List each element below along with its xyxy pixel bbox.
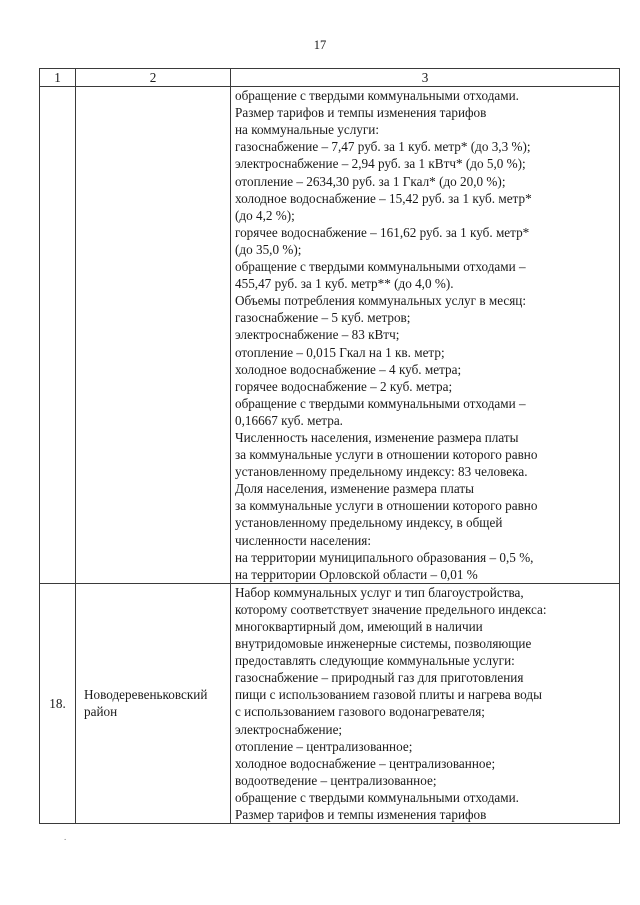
text-line: на территории муниципального образования – 0,5 %, xyxy=(235,549,534,565)
text-line: пищи с использованием газовой плиты и нагрева воды xyxy=(235,687,542,703)
text-line: газоснабжение – 5 куб. метров; xyxy=(235,310,411,326)
text-line: Размер тарифов и темпы изменения тарифов xyxy=(235,807,487,823)
text-line: обращение с твердыми коммунальными отходами – xyxy=(235,395,526,411)
text-line: горячее водоснабжение – 2 куб. метра; xyxy=(235,378,453,394)
row-number-cell xyxy=(40,87,76,584)
description-cell xyxy=(231,583,620,823)
district-name-line: Новодеревеньковский xyxy=(84,687,208,703)
text-line: электроснабжение; xyxy=(235,721,343,737)
text-line: внутридомовые инженерные системы, позволяющие xyxy=(235,636,532,652)
text-line: электроснабжение – 2,94 руб. за 1 кВтч* (до 5,0 %); xyxy=(235,156,526,172)
text-line: водоотведение – централизованное; xyxy=(235,772,437,788)
text-line: холодное водоснабжение – 4 куб. метра; xyxy=(235,361,462,377)
district-name-cell xyxy=(76,87,231,584)
description-cell xyxy=(231,87,620,584)
text-line: отопление – 0,015 Гкал на 1 кв. метр; xyxy=(235,344,445,360)
text-line: отопление – 2634,30 руб. за 1 Гкал* (до 20,0 %); xyxy=(235,173,506,189)
text-line: с использованием газового водонагревателя; xyxy=(235,704,485,720)
text-line: Численность населения, изменение размера платы xyxy=(235,429,519,445)
table-header-row xyxy=(40,69,620,87)
text-line: на территории Орловской области – 0,01 % xyxy=(235,566,478,582)
district-name-line: район xyxy=(84,704,118,720)
text-line: горячее водоснабжение – 161,62 руб. за 1 куб. метр* xyxy=(235,224,530,240)
header-col-2: 2 xyxy=(76,69,231,87)
header-col-3: 3 xyxy=(231,69,620,87)
text-line: холодное водоснабжение – централизованное; xyxy=(235,755,496,771)
page-number: 17 xyxy=(313,38,327,52)
text-line: обращение с твердыми коммунальными отходами. xyxy=(235,789,519,805)
row-number-cell: 18. xyxy=(40,583,76,823)
text-line: газоснабжение – природный газ для приготовления xyxy=(235,670,524,686)
scan-mark: . xyxy=(64,832,67,842)
table-row-18 xyxy=(40,583,620,823)
text-line: на коммунальные услуги: xyxy=(235,122,380,138)
text-line: Набор коммунальных услуг и тип благоустройства, xyxy=(235,584,524,600)
text-line: (до 4,2 %); xyxy=(235,207,295,223)
text-line: Доля населения, изменение размера платы xyxy=(235,481,474,497)
district-name-cell xyxy=(76,583,231,823)
text-line: 455,47 руб. за 1 куб. метр** (до 4,0 %). xyxy=(235,276,454,292)
text-line: обращение с твердыми коммунальными отходами – xyxy=(235,259,526,275)
text-line: (до 35,0 %); xyxy=(235,241,302,257)
text-line: установленному предельному индексу, в общей xyxy=(235,515,503,531)
text-line: электроснабжение – 83 кВтч; xyxy=(235,327,400,343)
text-line: холодное водоснабжение – 15,42 руб. за 1 куб. метр* xyxy=(235,190,532,206)
text-line: Объемы потребления коммунальных услуг в месяц: xyxy=(235,293,527,309)
text-line: за коммунальные услуги в отношении которого равно xyxy=(235,498,538,514)
text-line: Размер тарифов и темпы изменения тарифов xyxy=(235,105,487,121)
text-line: за коммунальные услуги в отношении которого равно xyxy=(235,447,538,463)
text-line: численности населения: xyxy=(235,532,372,548)
text-line: обращение с твердыми коммунальными отходами. xyxy=(235,88,519,104)
text-line: установленному предельному индексу: 83 человека. xyxy=(235,464,528,480)
text-line: которому соответствует значение предельного индекса: xyxy=(235,601,547,617)
header-col-1: 1 xyxy=(40,69,76,87)
text-line: газоснабжение – 7,47 руб. за 1 куб. метр* (до 3,3 %); xyxy=(235,139,531,155)
table-row-continued xyxy=(40,87,620,584)
tariff-table xyxy=(39,68,620,824)
text-line: 0,16667 куб. метра. xyxy=(235,412,343,428)
text-line: предоставлять следующие коммунальные услуги: xyxy=(235,653,515,669)
text-line: отопление – централизованное; xyxy=(235,738,413,754)
text-line: многоквартирный дом, имеющий в наличии xyxy=(235,619,483,634)
